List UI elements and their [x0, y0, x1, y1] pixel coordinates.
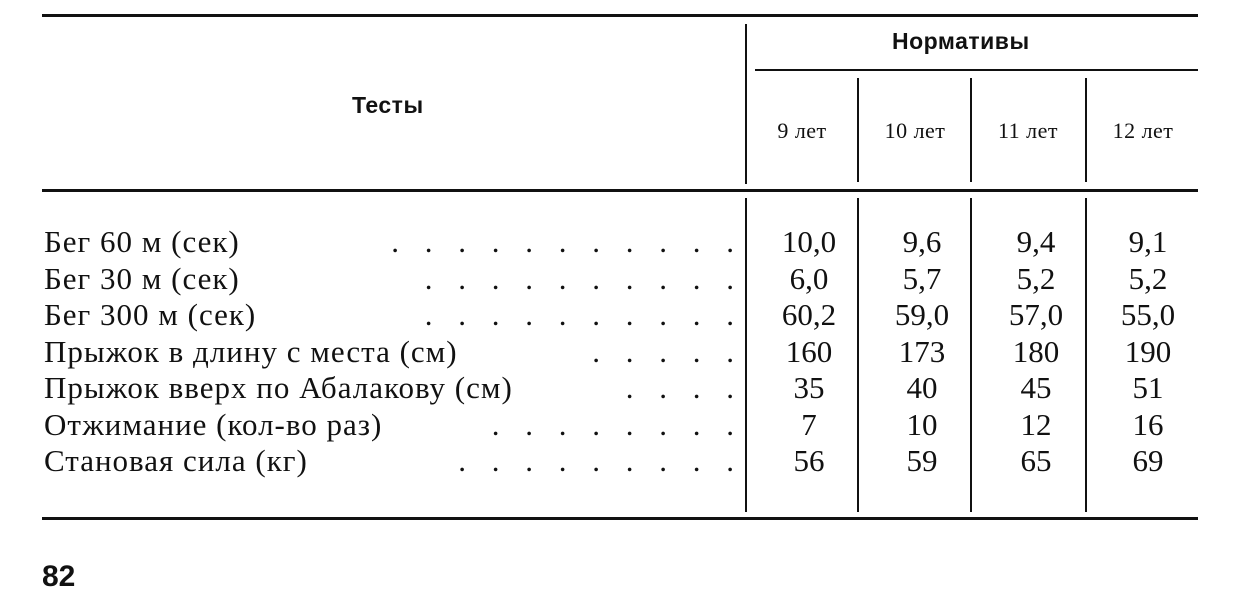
leader-dots: . . . .	[625, 370, 743, 405]
leader-dots: . . . . . . . . .	[458, 443, 743, 478]
table-row	[44, 407, 1198, 444]
norm-12: 55,0	[1120, 297, 1176, 332]
norm-10: 173	[898, 333, 946, 369]
norm-10: 40	[906, 370, 938, 405]
header-divider-tests	[745, 24, 747, 184]
table-row	[44, 297, 1198, 334]
tests-column-header: Тесты	[352, 92, 424, 118]
norm-12: 9,1	[1128, 224, 1168, 259]
norm-12: 51	[1132, 370, 1164, 405]
page-number: 82	[42, 560, 76, 593]
top-rule	[42, 14, 1198, 17]
test-name: Бег 60 м (сек)	[44, 224, 240, 259]
test-name: Прыжок в длину с места (см)	[44, 333, 458, 369]
norm-9: 6,0	[789, 260, 829, 296]
leader-dots: . . . . . . . .	[491, 406, 743, 442]
norm-9: 10,0	[781, 224, 837, 259]
age-header-9: 9 лет	[777, 118, 827, 143]
norms-column-header: Нормативы	[892, 28, 1030, 54]
norm-10: 59	[906, 443, 938, 478]
norm-11: 57,0	[1008, 297, 1064, 332]
leader-dots: . . . . . . . . . .	[424, 260, 743, 296]
norm-12: 190	[1124, 333, 1172, 369]
norm-9: 160	[785, 333, 833, 369]
leader-dots: . . . . .	[592, 333, 743, 369]
norm-11: 180	[1012, 333, 1060, 369]
leader-dots: . . . . . . . . . . .	[391, 224, 743, 259]
leader-dots: . . . . . . . . . .	[424, 297, 743, 332]
norm-11: 5,2	[1016, 260, 1056, 296]
table-row	[44, 224, 1198, 261]
norm-9: 7	[801, 406, 817, 442]
age-header-10: 10 лет	[884, 118, 946, 143]
table-row	[44, 443, 1198, 480]
table-body	[44, 224, 1198, 480]
test-name: Бег 300 м (сек)	[44, 297, 257, 332]
age-header-11: 11 лет	[997, 118, 1059, 143]
norms-underline	[755, 69, 1198, 71]
test-name: Бег 30 м (сек)	[44, 260, 240, 296]
norm-12: 16	[1132, 406, 1164, 442]
table-row	[44, 370, 1198, 407]
test-name: Отжимание (кол-во раз)	[44, 406, 383, 442]
norm-9: 35	[793, 370, 825, 405]
norm-9: 60,2	[781, 297, 837, 332]
norm-11: 9,4	[1016, 224, 1056, 259]
table-row	[44, 261, 1198, 298]
norm-11: 45	[1020, 370, 1052, 405]
norm-10: 9,6	[902, 224, 942, 259]
table-row	[44, 334, 1198, 371]
test-name: Прыжок вверх по Абалакову (см)	[44, 370, 513, 405]
bottom-rule	[42, 517, 1198, 520]
norm-12: 69	[1132, 443, 1164, 478]
header-rule	[42, 189, 1198, 192]
norm-11: 65	[1020, 443, 1052, 478]
norm-9: 56	[793, 443, 825, 478]
norm-11: 12	[1020, 406, 1052, 442]
age-header-12: 12 лет	[1112, 118, 1174, 143]
norm-10: 10	[906, 406, 938, 442]
norm-10: 59,0	[894, 297, 950, 332]
norm-10: 5,7	[902, 260, 942, 296]
norm-12: 5,2	[1128, 260, 1168, 296]
test-name: Становая сила (кг)	[44, 443, 308, 478]
